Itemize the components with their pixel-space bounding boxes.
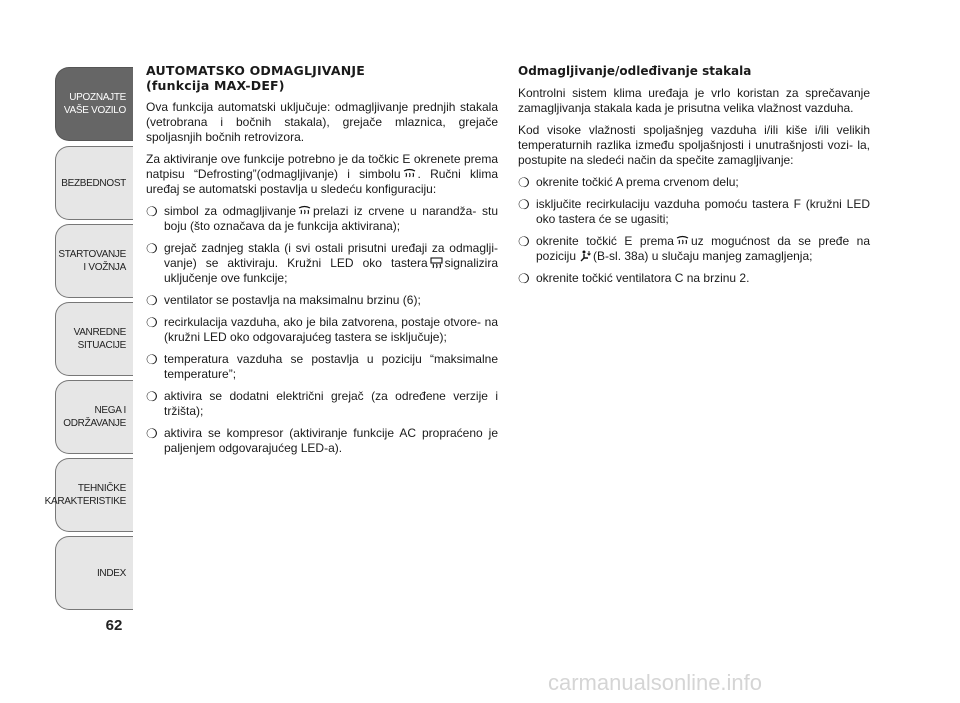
right-column (518, 63, 870, 293)
page-number: 62 (105, 617, 123, 634)
config-list (146, 204, 498, 456)
intro-paragraph: Ova funkcija automatski uključuje: odmagljivanje prednjih stakala (vetrobrana i bočnih stakala), grejače mlaznica, grejače spoljasnjih bočnih retrovizora. (146, 100, 498, 144)
list-item: ❍ simbol za odmagljivanje prelazi iz crvene u narandža- stu boju (što označava da je funkcija aktivirana); (146, 204, 498, 233)
list-item: ❍ aktivira se dodatni električni grejač (za određene verzije i tržišta); (146, 389, 498, 418)
list-item: ❍ okrenite točkić ventilatora C na brzinu 2. (518, 271, 750, 286)
tab-tehnicke-karakteristike[interactable]: TEHNIČKE KARAKTERISTIKE (55, 458, 133, 532)
tab-nega-i-odrzavanje[interactable]: NEGA I ODRŽAVANJE (55, 380, 133, 454)
list-item: ❍ recirkulacija vazduha, ako je bila zatvorena, postaje otvore- na (kružni LED oko odgovarajućeg tastera se isključuje); (146, 315, 498, 344)
tab-upoznajte-vase-vozilo[interactable]: UPOZNAJTE VAŠE VOZILO (55, 67, 133, 141)
list-item: ❍ temperatura vazduha se postavlja u poziciju “maksimalne temperature”; (146, 352, 498, 381)
defrost-front-icon (403, 168, 416, 180)
list-item: ❍ ventilator se postavlja na maksimalnu brzinu (6); (146, 293, 421, 308)
tab-startovanje-i-voznja[interactable]: STARTOVANJE I VOŽNJA (55, 224, 133, 298)
list-item: ❍ grejač zadnjeg stakla (i svi ostali prisutni uređaji za odmagljі- vanje) se aktiviraju. Kružni LED oko tastera signalizira uključenje ove funkcije; (146, 241, 498, 285)
defrost-front-icon (676, 235, 689, 247)
activation-paragraph: Za aktiviranje ove funkcije potrebno je da točkic E okrenete prema natpisu “Defrosting”(odmagljivanje) i simbolu . Ručni klima uređaj se automatski postavlja u sledeću konfiguraciju: (146, 152, 499, 196)
tab-bezbednost[interactable]: BEZBEDNOST (55, 146, 133, 220)
defrost-front-icon (298, 205, 311, 217)
defog-steps-list (518, 175, 870, 286)
tab-index[interactable]: INDEX (55, 536, 133, 610)
air-flow-mix-icon (578, 250, 591, 262)
defrost-rear-icon (430, 257, 443, 269)
left-column (146, 63, 498, 463)
paragraph: Kontrolni sistem klima uređaja je vrlo koristan za sprečavanje zamagljivanja stakala kada je prisutna velika vlažnost vazduha. (518, 86, 870, 115)
watermark: carmanualsonline.info (548, 670, 763, 695)
tab-vanredne-situacije[interactable]: VANREDNE SITUACIJE (55, 302, 133, 376)
section-title-defog: Odmagljivanje/odleđivanje stakala (518, 64, 752, 78)
list-item: ❍ isključite recirkulaciju vazduha pomoću tastera F (kružni LED oko tastera će se ugasiti; (518, 197, 870, 226)
paragraph: Kod visoke vlažnosti spoljašnjeg vazduha i/ili kiše i/ili velikih temperaturnih razlika između spoljašnjosti i unutrašnjosti vozi- la, postupite na sledeći način da spečite zamagljivanje: (518, 123, 870, 167)
list-item: ❍ okrenite točkić E prema uz mogućnost da se pređe na poziciju (B-sl. 38a) u slučaju manjeg zamagljenja; (518, 234, 870, 263)
section-title (146, 63, 498, 93)
list-item: ❍ okrenite točkić A prema crvenom delu; (518, 175, 739, 190)
list-item: ❍ aktivira se kompresor (aktiviranje funkcije AC propraćeno je paljenjem odgovarajućeg LED-a). (146, 426, 498, 455)
section-title-line2: (funkcija MAX-DEF) (146, 78, 285, 93)
section-title-line1: AUTOMATSKO ODMAGLJIVANJE (146, 63, 365, 78)
